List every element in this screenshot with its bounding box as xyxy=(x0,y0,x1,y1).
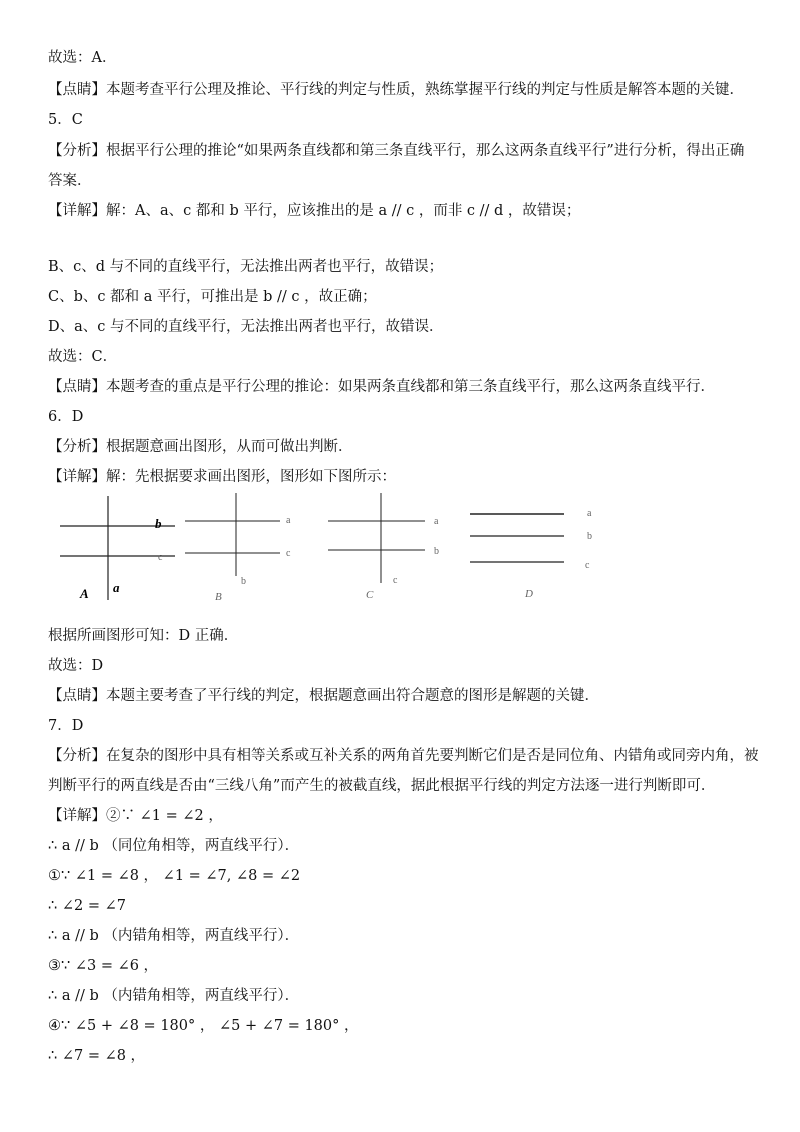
text-line: D、a、c 与不同的直线平行，无法推出两者也平行，故错误． xyxy=(48,319,444,335)
text-line: ∴ a // b （内错角相等，两直线平行）． xyxy=(48,988,300,1004)
text-line: ①∵ ∠1 = ∠8 ， ∠1 = ∠7, ∠8 = ∠2 xyxy=(48,868,301,884)
text-line: 【详解】解：先根据要求画出图形，图形如下图所示： xyxy=(48,469,396,485)
text-line: 【分析】根据平行公理的推论“如果两条直线都和第三条直线平行，那么这两条直线平行”进行分析，得出正确 xyxy=(48,143,745,159)
figure-c-caption: C xyxy=(366,589,374,601)
text-line: ③∵ ∠3 = ∠6 ， xyxy=(48,958,159,974)
text-line: C、b、c 都和 a 平行，可推出是 b // c ，故正确； xyxy=(48,289,377,305)
text-line: 【点睛】本题主要考查了平行线的判定，根据题意画出符合题意的图形是解题的关键． xyxy=(48,688,599,704)
text-line: ④∵ ∠5 + ∠8 = 180° ， ∠5 + ∠7 = 180° ， xyxy=(48,1018,359,1034)
text-line: 根据所画图形可知：D 正确． xyxy=(48,628,239,644)
figure-d xyxy=(470,508,592,600)
text-line: 【详解】解：A、a、c 都和 b 平行，应该推出的是 a // c ，而非 c // d ，故错误； xyxy=(48,203,581,219)
text-line: 【点睛】本题考查的重点是平行公理的推论：如果两条直线都和第三条直线平行，那么这两条直线平行． xyxy=(48,379,715,395)
figure-a-label-c: c xyxy=(158,552,163,563)
text-line: 【分析】在复杂的图形中具有相等关系或互补关系的两角首先要判断它们是否是同位角、内错角或同旁内角，被 xyxy=(48,748,759,764)
text-line: ∴ ∠2 = ∠7 xyxy=(48,898,126,914)
text-line: 【详解】②∵ ∠1 = ∠2 ， xyxy=(48,808,223,824)
text-line: 故选：C． xyxy=(48,349,118,365)
figure-b-label-b: b xyxy=(241,576,246,587)
text-line: ∴ a // b （内错角相等，两直线平行）． xyxy=(48,928,300,944)
text-line: ∴ ∠7 = ∠8 ， xyxy=(48,1048,146,1064)
text-line: 答案． xyxy=(48,173,92,189)
question-number: 7．D xyxy=(48,718,84,734)
figure-a-caption: A xyxy=(80,586,89,601)
figure-d-caption: D xyxy=(525,588,533,600)
figure-b-label-a: a xyxy=(286,515,291,526)
text-line: 故选：A． xyxy=(48,50,117,66)
text-line: 【分析】根据题意画出图形，从而可做出判断． xyxy=(48,439,353,455)
figure-a xyxy=(60,496,175,601)
figure-d-label-a: a xyxy=(587,508,592,519)
figure-c-label-c: c xyxy=(393,575,398,586)
text-line: B、c、d 与不同的直线平行，无法推出两者也平行，故错误； xyxy=(48,259,444,275)
figure-b xyxy=(185,493,291,603)
figure-b-caption: B xyxy=(215,591,222,603)
figure-d-label-c: c xyxy=(585,560,590,571)
figure-a-label-b: b xyxy=(155,516,162,531)
figure-c-label-a: a xyxy=(434,516,439,527)
figure-a-label-a: a xyxy=(113,580,120,595)
text-line: 【点睛】本题考查平行公理及推论、平行线的判定与性质，熟练掌握平行线的判定与性质是解答本题的关键． xyxy=(48,82,744,98)
text-line: 故选：D xyxy=(48,658,104,674)
question-number: 5．C xyxy=(48,112,83,128)
question-number: 6．D xyxy=(48,409,84,425)
figure-c xyxy=(328,493,439,601)
figure-d-label-b: b xyxy=(587,531,592,542)
text-line: 判断平行的两直线是否由“三线八角”而产生的被截直线，据此根据平行线的判定方法逐一进行判断即可． xyxy=(48,778,716,794)
text-line: ∴ a // b （同位角相等，两直线平行）． xyxy=(48,838,300,854)
figure-c-label-b: b xyxy=(434,546,439,557)
figure-b-label-c: c xyxy=(286,548,291,559)
parallel-lines-figures xyxy=(40,488,620,608)
